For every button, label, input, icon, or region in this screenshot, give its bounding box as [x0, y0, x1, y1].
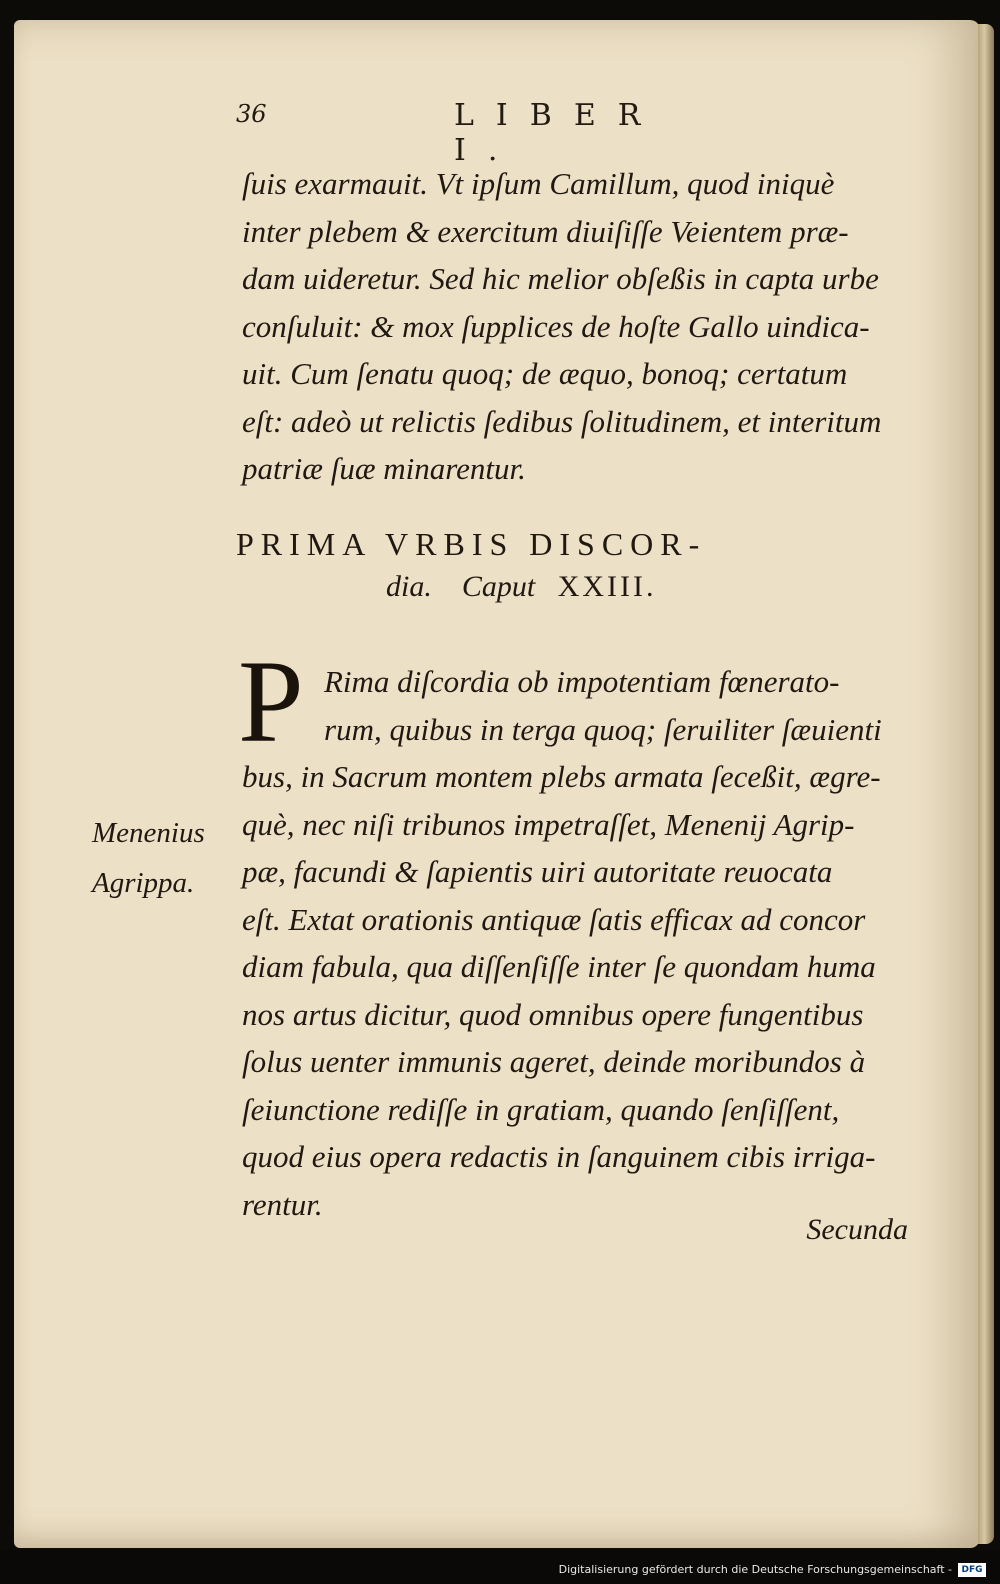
- text-line: eſt: adeò ut relictis ſedibus ſolitudinem, et interitum: [242, 403, 882, 439]
- text-line: ſeiunctione rediſſe in gratiam, quando ſenſiſſent,: [242, 1091, 840, 1127]
- chapter-number: XXIII.: [557, 570, 657, 603]
- margin-note-line: Agrippa.: [92, 867, 195, 899]
- chapter-word: dia.: [386, 570, 432, 603]
- catchword: Secunda: [806, 1213, 908, 1246]
- footer-bar: [0, 1550, 1000, 1584]
- text-line: què, nec niſi tribunos impetraſſet, Menenij Agrip-: [242, 806, 855, 842]
- funding-notice: Digitalisierung gefördert durch die Deutsche Forschungsgemeinschaft -: [558, 1563, 952, 1576]
- margin-note: [92, 808, 232, 908]
- drop-cap: P: [238, 636, 304, 767]
- text-line: conſuluit: & mox ſupplices de hoſte Gallo uindica-: [242, 308, 870, 344]
- text-line: Rima diſcordia ob impotentiam fœnerato-: [324, 664, 840, 699]
- chapter-heading: [236, 526, 896, 604]
- text-line: inter plebem & exercitum diuiſiſſe Veientem præ-: [242, 213, 849, 249]
- dfg-logo-icon: DFG: [958, 1563, 986, 1577]
- main-paragraph: [238, 636, 902, 1228]
- text-line: eſt. Extat orationis antiquæ ſatis efficax ad concor: [242, 901, 866, 937]
- text-line: dam uideretur. Sed hic melior obſeßis in capta urbe: [242, 261, 879, 296]
- chapter-caput: Caput: [461, 570, 536, 603]
- text-line: diam fabula, qua diſſenſiſſe inter ſe quondam huma: [242, 949, 876, 984]
- page-number: 36: [236, 100, 267, 128]
- text-line: uit. Cum ſenatu quoq; de æquo, bonoq; certatum: [242, 356, 848, 391]
- page-edge: [978, 24, 994, 1544]
- text-line: nos artus dicitur, quod omnibus opere fungentibus: [242, 996, 864, 1032]
- text-line: rum, quibus in terga quoq; ſeruiliter ſæuienti: [324, 711, 882, 747]
- chapter-subtitle: [386, 570, 896, 604]
- top-paragraph: [242, 160, 902, 493]
- text-line: patriæ ſuæ minarentur.: [242, 451, 526, 486]
- text-line: rentur.: [242, 1186, 323, 1222]
- chapter-title: PRIMA VRBIS DISCOR-: [236, 526, 707, 562]
- page-header: [236, 98, 726, 168]
- text-line: quod eius opera redactis in ſanguinem cibis irriga-: [242, 1139, 876, 1174]
- text-line: bus, in Sacrum montem plebs armata ſeceßit, ægre-: [242, 759, 881, 794]
- text-line: pæ, facundi & ſapientis uiri autoritate reuocata: [242, 854, 833, 889]
- running-head: LIBER I.: [454, 98, 663, 168]
- text-line: ſuis exarmauit. Vt ipſum Camillum, quod iniquè: [242, 166, 835, 201]
- text-line: ſolus uenter immunis ageret, deinde moribundos à: [242, 1044, 866, 1079]
- margin-note-line: Menenius: [92, 817, 205, 849]
